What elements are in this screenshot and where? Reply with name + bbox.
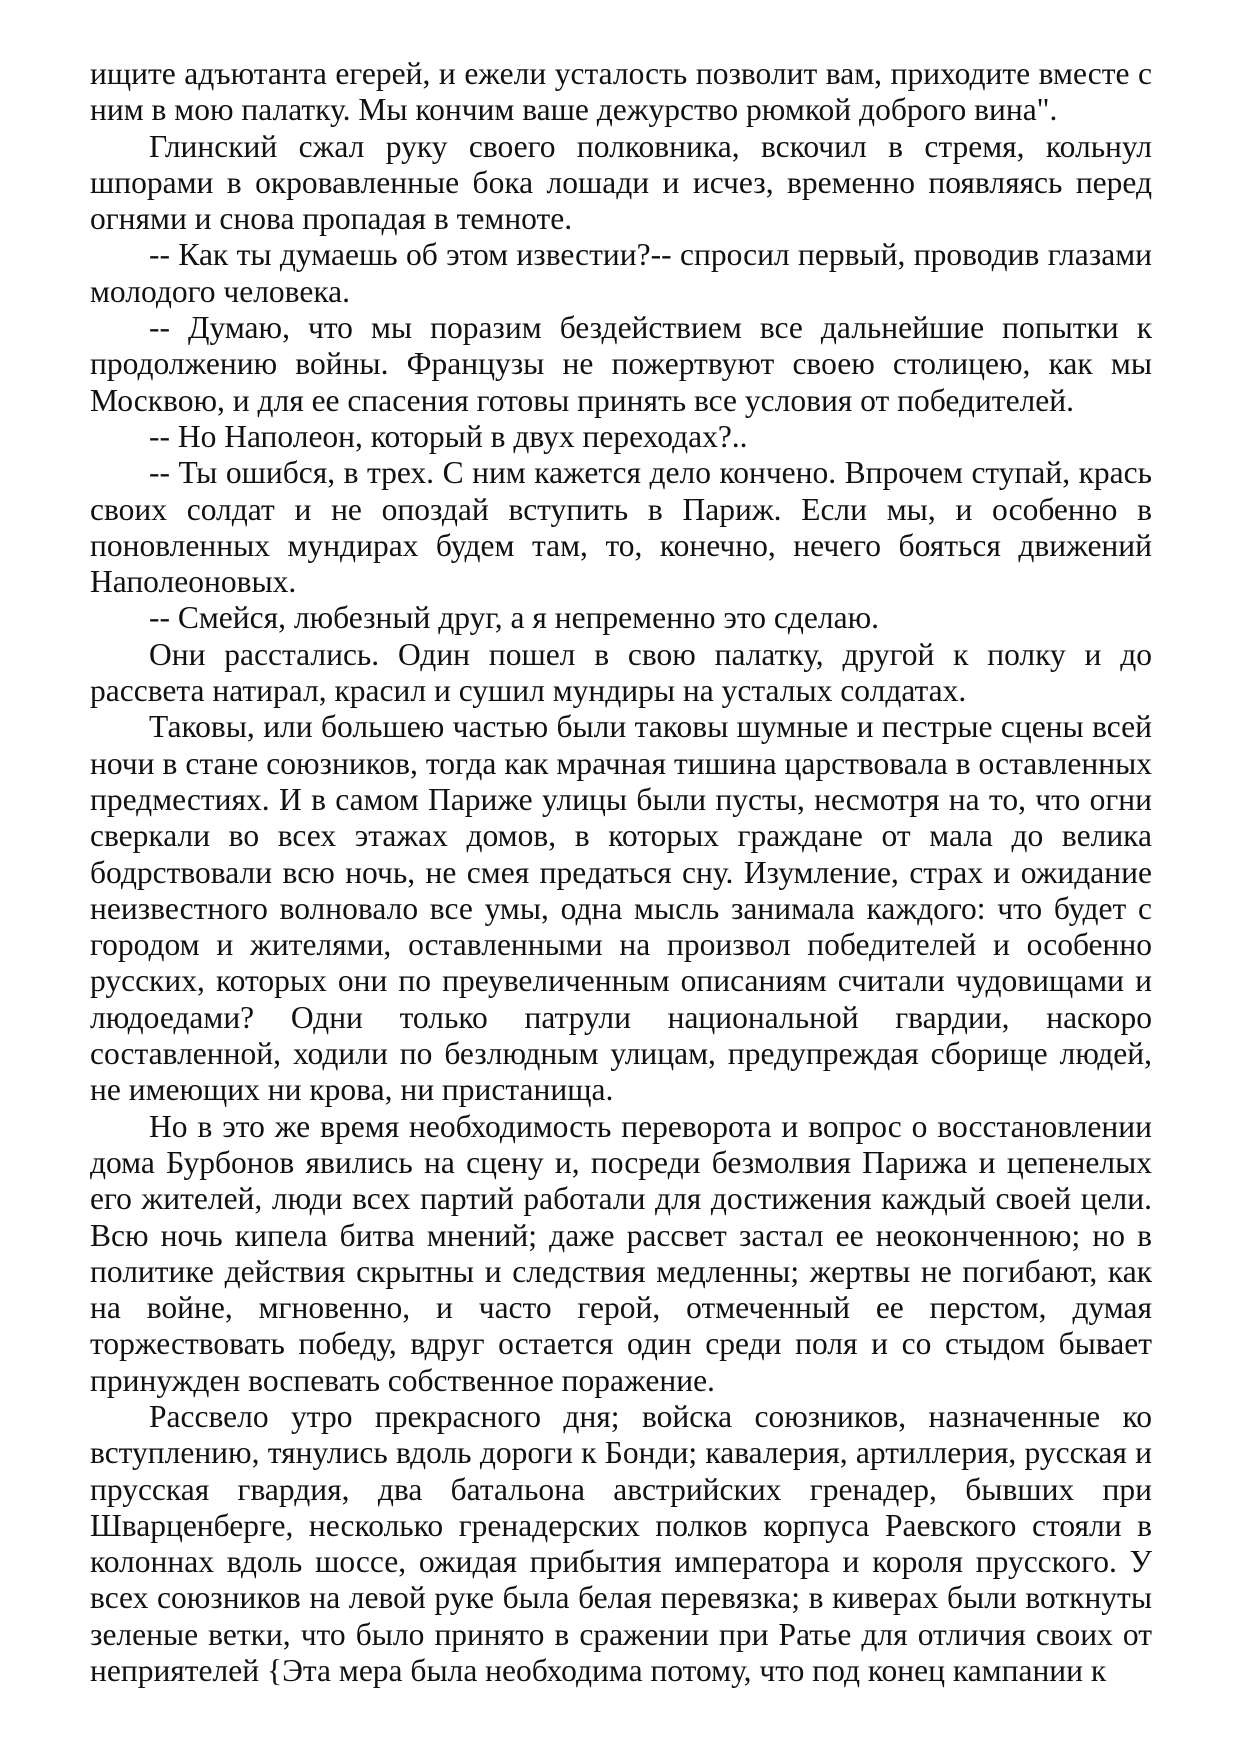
document-page [90,56,1152,1689]
paragraph-4: -- Думаю, что мы поразим бездействием все дальнейшие попытки к продолжению войны. Французы не пожертвуют своею столицею, как мы Москвою, и для ее спасения готовы принять все условия от победителей. [90,310,1152,418]
paragraph-2: Глинский сжал руку своего полковника, вскочил в стремя, кольнул шпорами в окровавленные бока лошади и исчез, временно появляясь перед огнями и снова пропадая в темноте. [90,128,1152,237]
paragraph-7: -- Смейся, любезный друг, а я непременно это сделаю. [149,600,880,636]
paragraph-5: -- Но Наполеон, который в двух переходах?.. [149,418,748,454]
paragraph-9: Таковы, или большею частью были таковы шумные и пестрые сцены всей ночи в стане союзников, тогда как мрачная тишина царствовала в оставленных предместиях. И в самом Париже улицы были пусты, несмотря на то, что огни сверкали во всех этажах домов, в которых граждане от мала до велика бодрствовали всю ночь, не смея предаться сну. Изумление, страх и ожидание неизвестного волновало все умы, одна мысль занимала каждого: что будет с городом и жителями, оставленными на произвол победителей и особенно русских, которых они по преувеличенным описаниям считали чудовищами и людоедами? Одни только патрули национальной гвардии, наскоро составленной, ходили по безлюдным улицам, предупреждая сборище людей, не имеющих ни крова, ни пристанища. [90,709,1152,1108]
paragraph-6: -- Ты ошибся, в трех. С ним кажется дело кончено. Впрочем ступай, крась своих солдат и не опоздай вступить в Париж. Если мы, и особенно в поновленных мундирах будем там, то, конечно, нечего бояться движений Наполеоновых. [90,455,1152,600]
paragraph-1: ищите адъютанта егерей, и ежели усталость позволит вам, приходите вместе с ним в мою палатку. Мы кончим ваше дежурство рюмкой доброго вина". [90,56,1152,128]
paragraph-11: Рассвело утро прекрасного дня; войска союзников, назначенные ко вступлению, тянулись вдоль дороги к Бонди; кавалерия, артиллерия, русская и прусская гвардия, два батальона австрийских гренадер, бывших при Шварценберге, несколько гренадерских полков корпуса Раевского стояли в колоннах вдоль шоссе, ожидая прибытия императора и короля прусского. У всех союзников на левой руке была белая перевязка; в киверах были воткнуты зеленые ветки, что было принято в сражении при Ратье для отличия своих от неприятелей {Эта мера была необходима потому, что под конец кампании к [90,1398,1152,1689]
paragraph-3: -- Как ты думаешь об этом известии?-- спросил первый, проводив глазами молодого человека. [90,237,1152,309]
paragraph-8: Они расстались. Один пошел в свою палатку, другой к полку и до рассвета натирал, красил и сушил мундиры на усталых солдатах. [90,636,1152,709]
paragraph-10: Но в это же время необходимость переворота и вопрос о восстановлении дома Бурбонов явились на сцену и, посреди безмолвия Парижа и цепенелых его жителей, люди всех партий работали для достижения каждый своей цели. Всю ночь кипела битва мнений; даже рассвет застал ее неоконченною; но в политике действия скрытны и следствия медленны; жертвы не погибают, как на войне, мгновенно, и часто герой, отмеченный ее перстом, думая торжествовать победу, вдруг остается один среди поля и со стыдом бывает принужден воспевать собственное поражение. [90,1108,1152,1398]
